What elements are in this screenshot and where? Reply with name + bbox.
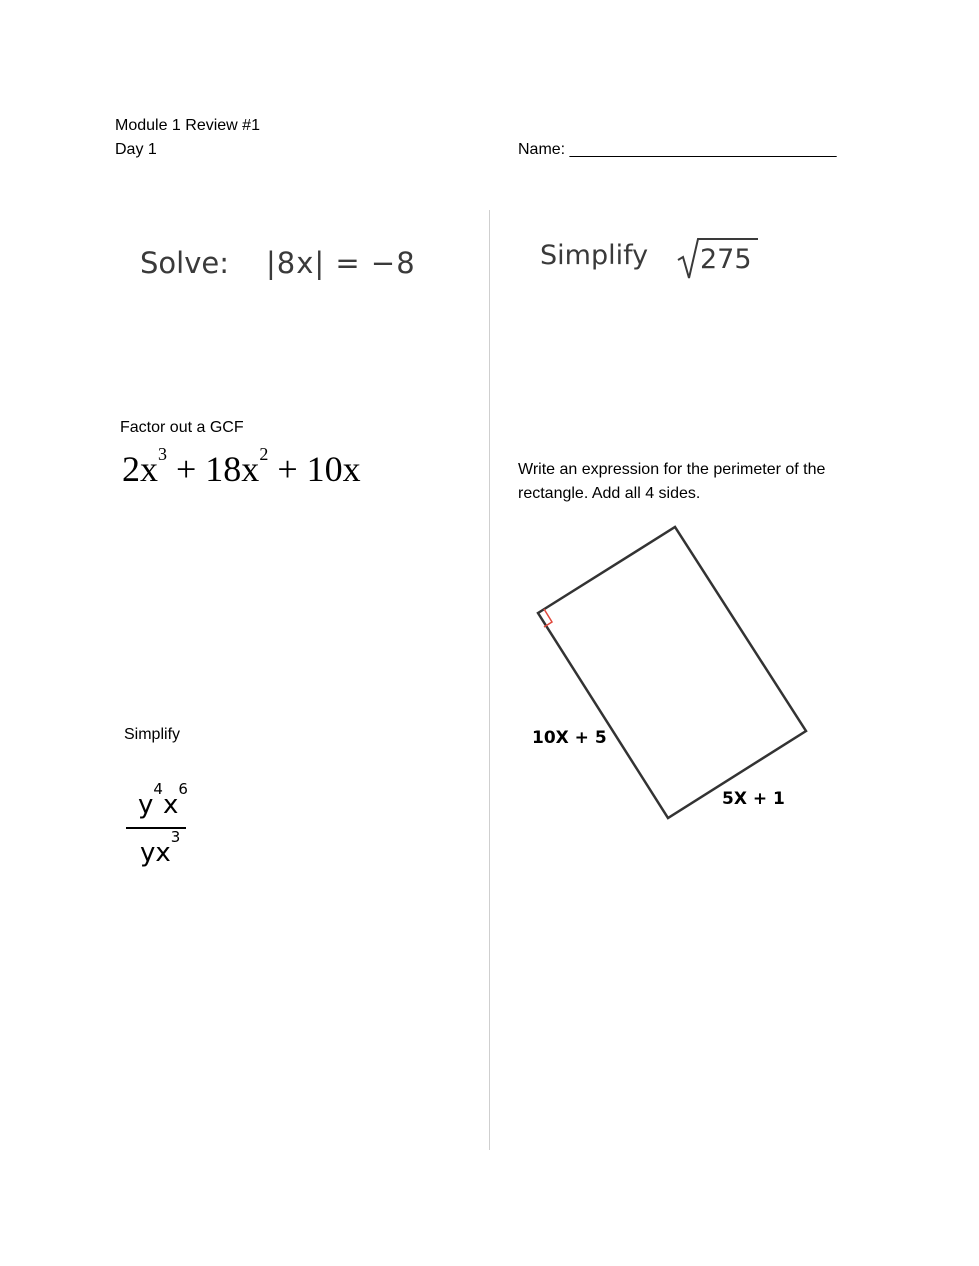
polynomial-expression	[122, 444, 361, 490]
simplify-radical-label: Simplify	[540, 240, 649, 271]
long-side-label: 10X + 5	[532, 728, 607, 748]
numerator-base-x: x	[162, 790, 179, 820]
solve-label: Solve:	[140, 246, 229, 280]
fraction-denominator	[140, 828, 181, 868]
numerator-exp-x: 6	[178, 780, 188, 798]
column-divider	[489, 210, 490, 1150]
solve-equation: |8x| = −8	[266, 246, 416, 280]
numerator-exp-y: 4	[153, 780, 163, 798]
worksheet-title: Module 1 Review #1	[115, 117, 260, 134]
rectangle-diagram	[530, 520, 820, 830]
poly-exp-2: 2	[259, 444, 269, 464]
simplify-fraction-label: Simplify	[124, 726, 181, 743]
numerator-base-y: y	[138, 790, 154, 820]
name-field: Name: ______________________________	[518, 141, 837, 158]
denominator-base: yx	[140, 838, 171, 868]
poly-term-1: 2x	[122, 449, 158, 489]
short-side-label: 5X + 1	[722, 789, 785, 809]
day-label: Day 1	[115, 141, 157, 158]
factor-gcf-label: Factor out a GCF	[120, 419, 244, 436]
poly-exp-1: 3	[158, 444, 167, 464]
poly-term-3: + 10x	[277, 449, 361, 489]
fraction-numerator	[138, 780, 188, 820]
radicand: 275	[700, 244, 752, 275]
perimeter-question: Write an expression for the perimeter of the rectangle. Add all 4 sides.	[518, 461, 826, 502]
poly-term-2: + 18x	[176, 449, 260, 489]
denominator-exp: 3	[170, 828, 181, 846]
